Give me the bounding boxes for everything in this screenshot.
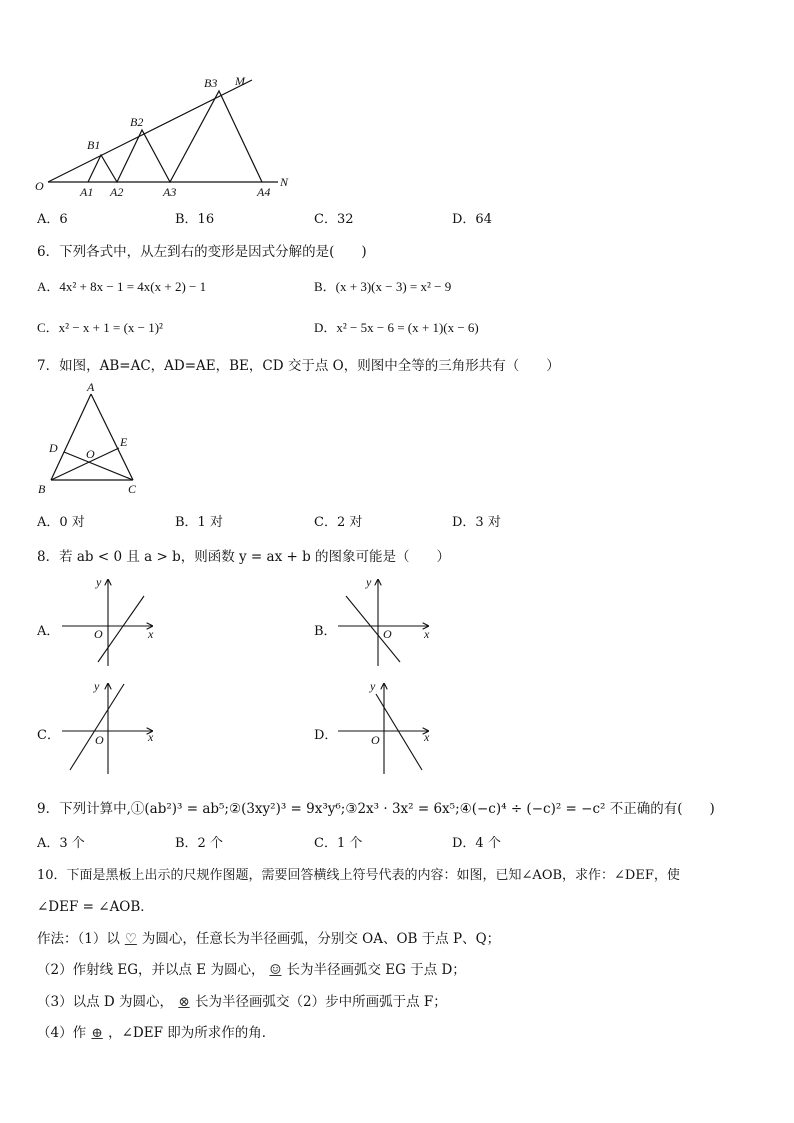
label-A2: A2	[110, 185, 124, 199]
label-E: E	[120, 435, 128, 449]
side-ab	[51, 394, 91, 480]
label-O: O	[86, 447, 95, 461]
function-line	[376, 694, 422, 770]
label-B1: B1	[87, 138, 101, 152]
q7-stem: 7．如图，AB=AC，AD=AE，BE，CD 交于点 O，则图中全等的三角形共有（ ）	[37, 358, 560, 374]
q6-option-c[interactable]: C．x² − x + 1 = (x − 1)²	[37, 320, 163, 335]
heart-blank[interactable]: ♡	[124, 931, 137, 947]
svg-text:y: y	[96, 575, 102, 589]
svg-text:x: x	[148, 730, 154, 744]
q9-option-c[interactable]: C．1 个	[314, 836, 363, 851]
q5-option-c[interactable]: C．32	[314, 212, 354, 227]
label-A: A	[87, 380, 95, 394]
label-B: B	[38, 482, 46, 496]
q9-option-a[interactable]: A．3 个	[37, 836, 85, 851]
zigzag	[88, 91, 262, 182]
q6-option-b[interactable]: B．(x + 3)(x − 3) = x² − 9	[314, 279, 452, 294]
label-D: D	[49, 441, 58, 455]
q7-option-b[interactable]: B．1 对	[175, 515, 223, 530]
q8-graph-b[interactable]	[336, 574, 440, 670]
smiley-blank[interactable]: ☺	[269, 962, 282, 978]
q8-option-c-label[interactable]: C．	[37, 728, 60, 743]
function-line	[98, 596, 144, 662]
label-A3: A3	[163, 185, 177, 199]
q6-option-a[interactable]: A．4x² + 8x − 1 = 4x(x + 2) − 1	[37, 279, 207, 294]
svg-text:y: y	[370, 679, 376, 693]
svg-text:O: O	[371, 733, 380, 747]
q7-option-d[interactable]: D．3 对	[452, 515, 501, 530]
q8-graph-d[interactable]	[336, 678, 440, 778]
label-A1: A1	[80, 185, 94, 199]
q8-graph-a[interactable]	[60, 574, 164, 670]
q5-option-a[interactable]: A．6	[37, 212, 68, 227]
q8-option-b-label[interactable]: B．	[314, 624, 337, 639]
circled-plus-blank[interactable]: ⊕	[91, 1025, 103, 1041]
label-B3: B3	[204, 76, 218, 90]
label-M: M	[235, 74, 245, 88]
q10-step2: （2）作射线 EG，并以点 E 为圆心， ☺ 长为半径画弧交 EG 于点 D；	[37, 962, 466, 978]
q7-option-c[interactable]: C．2 对	[314, 515, 363, 530]
label-N: N	[280, 175, 289, 189]
q8-option-a-label[interactable]: A．	[37, 624, 60, 639]
q8-graph-c[interactable]	[60, 678, 164, 778]
svg-text:y: y	[366, 575, 372, 589]
segment-be	[51, 448, 119, 480]
label-B2: B2	[130, 115, 144, 129]
q9-stem: 9．下列计算中,①(ab²)³ = ab⁵;②(3xy²)³ = 9x³y⁶;③2x³ · 3x² = 6x⁵;④(−c)⁴ ÷ (−c)² = −c² 不正确的有( )	[37, 801, 715, 817]
function-line	[346, 596, 400, 662]
svg-text:O: O	[94, 627, 103, 641]
svg-text:x: x	[424, 730, 430, 744]
q5-figure	[30, 72, 300, 204]
circled-times-blank[interactable]: ⊗	[178, 994, 190, 1010]
label-C: C	[128, 482, 137, 496]
q8-stem: 8．若 ab < 0 且 a > b，则函数 y = ax + b 的图象可能是（ ）	[37, 549, 451, 565]
q10-step3: （3）以点 D 为圆心， ⊗ 长为半径画弧交（2）步中所画弧于点 F；	[37, 994, 447, 1010]
q6-stem: 6．下列各式中，从左到右的变形是因式分解的是( )	[37, 244, 367, 260]
q10-step4: （4）作 ⊕ ，∠DEF 即为所求作的角．	[37, 1025, 276, 1041]
q6-option-d[interactable]: D．x² − 5x − 6 = (x + 1)(x − 6)	[314, 320, 479, 335]
q7-option-a[interactable]: A．0 对	[37, 515, 85, 530]
label-O: O	[35, 179, 44, 193]
q5-option-d[interactable]: D．64	[452, 212, 492, 227]
svg-text:x: x	[148, 627, 154, 641]
q10-stem-line1: 10．下面是黑板上出示的尺规作图题，需要回答横线上符号代表的内容：如图，已知∠AOB，求作：∠DEF，使	[37, 868, 680, 883]
q8-option-d-label[interactable]: D．	[314, 728, 338, 743]
q5-option-b[interactable]: B．16	[175, 212, 215, 227]
svg-text:O: O	[383, 627, 392, 641]
svg-text:y: y	[94, 679, 100, 693]
function-line	[70, 684, 124, 770]
q7-figure	[35, 380, 145, 498]
label-A4: A4	[257, 185, 271, 199]
q10-stem-line2: ∠DEF = ∠AOB．	[37, 899, 154, 915]
svg-text:x: x	[424, 627, 430, 641]
segment-cd	[64, 452, 133, 480]
q9-option-b[interactable]: B．2 个	[175, 836, 223, 851]
q10-step1: 作法：（1）以 ♡ 为圆心，任意长为半径画弧，分别交 OA、OB 于点 P、Q；	[37, 931, 501, 947]
q9-option-d[interactable]: D．4 个	[452, 836, 501, 851]
svg-text:O: O	[95, 733, 104, 747]
